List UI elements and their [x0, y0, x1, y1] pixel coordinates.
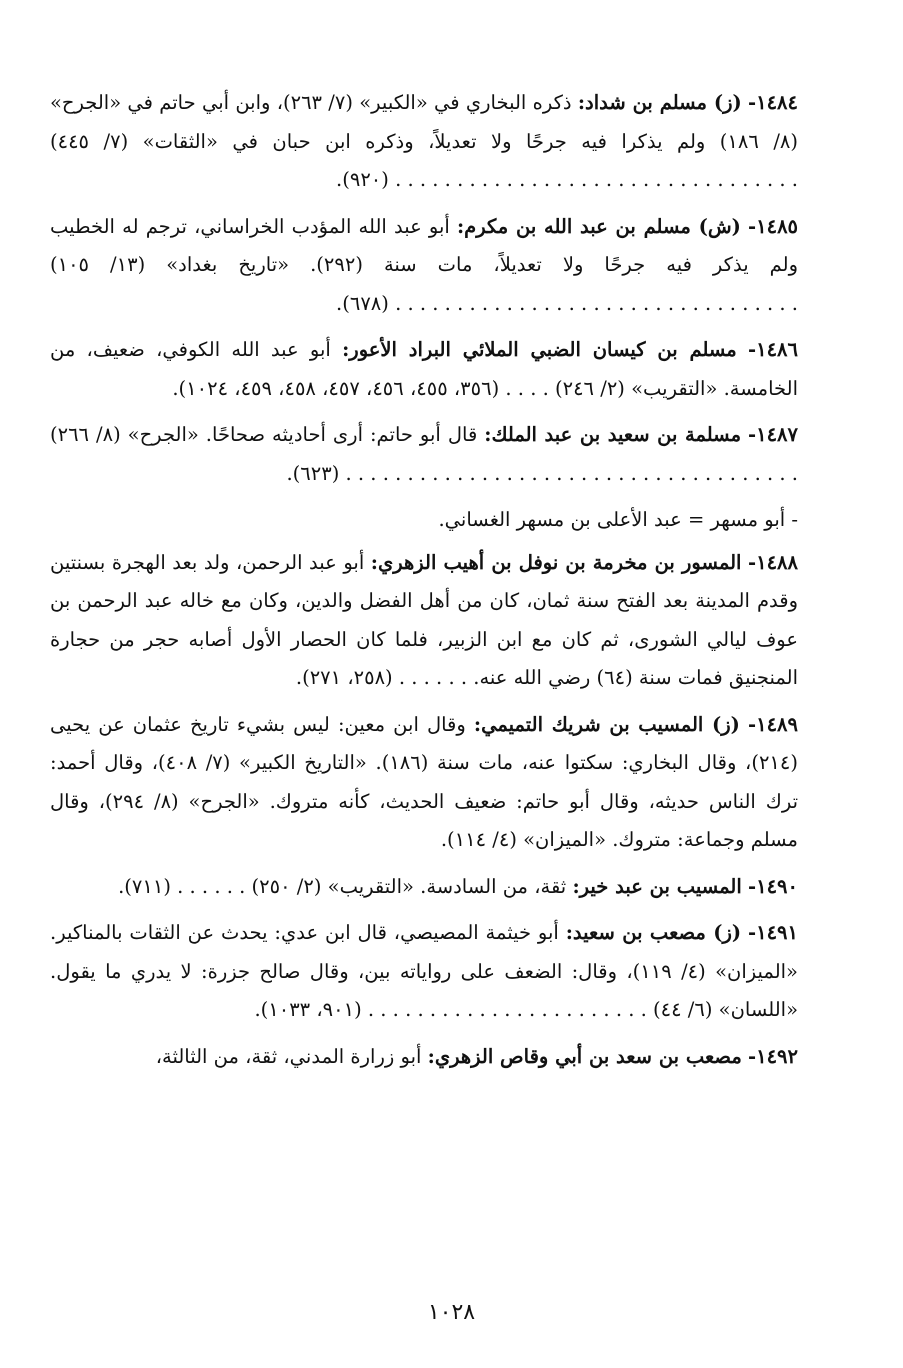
- entry-text: أبو زرارة المدني، ثقة، من الثالثة،: [155, 1044, 422, 1068]
- dot-leader: . . . . . . . . . . . . . . . . . . . . . . . . . . . . . . . . .: [395, 168, 798, 191]
- entry-number: ١٤٨٦-: [748, 338, 798, 361]
- dot-leader: . . . . . .: [177, 874, 246, 898]
- entry-1490: [50, 868, 798, 907]
- entry-number: ١٤٨٥-: [748, 214, 799, 238]
- entry-cross-ref: (٩٢٠).: [336, 168, 389, 191]
- entry-1492: [50, 1038, 798, 1077]
- dot-leader: . . . . . . . . . . . . . . . . . . . . . . . . . . . . . . . . . . . . .: [345, 461, 798, 485]
- entry-heading: (ز) المسيب بن شريك التميمي:: [473, 712, 740, 736]
- dot-leader: . . . . . . . . . . . . . . . . . . . . . . .: [367, 998, 647, 1021]
- cross-reference-note: [50, 501, 798, 540]
- entry-1486: [50, 331, 798, 408]
- dot-leader: . . . . . .: [398, 666, 468, 689]
- entry-cross-ref: (٩٠١، ١٠٣٣).: [254, 998, 362, 1021]
- dot-leader: . . . .: [505, 376, 549, 400]
- entry-cross-ref: (٢٥٨، ٢٧١).: [295, 666, 393, 689]
- page-number: ١٠٢٨: [427, 1300, 476, 1325]
- entry-text: وقال ابن معين: ليس بشيء تاريخ عثمان عن يحيى (٢١٤)، وقال البخاري: سكتوا عنه، مات سنة (١٨٦). «التاريخ الكبير» (٧/ ٤٠٨)، وقال أحمد: ترك الناس حديثه، وقال أبو حاتم: ضعيف الحديث، كأنه متروك. «الجرح» (٨/ ٢٩٤)، وقال مسلم وجماعة: متروك. «الميزان» (٤/ ١١٤).: [50, 712, 799, 851]
- entry-text: أبو عبد الرحمن، ولد بعد الهجرة بسنتين وقدم المدينة بعد الفتح سنة ثمان، كان من أهل الفضل والدين، وكان مع خاله عبد الرحمن بن عوف ليالي الشورى، ثم كان مع ابن الزبير، فلما كان الحصار الأول أصابه حجر من حجارة المنجنيق فمات سنة (٦٤) رضي الله عنه.: [50, 550, 798, 689]
- entry-heading: مسلم بن كيسان الضبي الملائي البراد الأعور:: [342, 338, 737, 361]
- entry-cross-ref: (٣٥٦، ٤٥٥، ٤٥٦، ٤٥٧، ٤٥٨، ٤٥٩، ١٠٢٤).: [172, 376, 500, 400]
- entry-cross-ref: (٦٧٨).: [336, 291, 389, 315]
- entry-heading: مصعب بن سعد بن أبي وقاص الزهري:: [427, 1044, 742, 1068]
- entry-text: أبو خيثمة المصيصي، قال ابن عدي: يحدث عن الثقات بالمناكير. «الميزان» (٤/ ١١٩)، وقال: الضعف على رواياته بين، وقال صالح جزرة: لا يدري ما يقول. «اللسان» (٦/ ٤٤): [50, 921, 798, 1021]
- entry-cross-ref: (٦٢٣).: [286, 461, 340, 485]
- entry-number: ١٤٩٢-: [748, 1044, 798, 1068]
- entry-number: ١٤٨٩-: [748, 712, 798, 736]
- entry-number: ١٤٨٤-: [748, 91, 799, 114]
- entry-heading: (ز) مصعب بن سعيد:: [565, 921, 742, 944]
- cross-reference-text: - أبو مسهر = عبد الأعلى بن مسهر الغساني.: [438, 508, 798, 531]
- entry-text: أبو عبد الله المؤدب الخراساني، ترجم له الخطيب ولم يذكر فيه جرحًا ولا تعديلاً، مات سنة (٢٩٢). «تاريخ بغداد» (١٣/ ١٠٥): [50, 214, 798, 276]
- entry-number: ١٤٨٧-: [748, 423, 798, 446]
- entry-heading: المسور بن مخرمة بن نوفل بن أهيب الزهري:: [370, 550, 742, 574]
- entry-1488: [50, 544, 798, 698]
- entry-text: أبو عبد الله الكوفي، ضعيف، من الخامسة. «التقريب» (٢/ ٢٤٦): [50, 338, 798, 400]
- entry-number: ١٤٨٨-: [748, 550, 798, 574]
- entry-text: ذكره البخاري في «الكبير» (٧/ ٢٦٣)، وابن أبي حاتم في «الجرح» (٨/ ١٨٦) ولم يذكرا فيه جرحًا ولا تعديلاً، وذكره ابن حبان في «الثقات» (٧/ ٤٤٥): [50, 91, 798, 153]
- entry-1484: [50, 84, 798, 200]
- entry-heading: (ز) مسلم بن شداد:: [577, 91, 742, 114]
- dot-leader: . . . . . . . . . . . . . . . . . . . . . . . . . . . . . . . . .: [395, 291, 798, 315]
- entry-1487: [50, 416, 798, 493]
- entry-heading: المسيب بن عبد خير:: [572, 874, 742, 898]
- entry-text: ثقة، من السادسة. «التقريب» (٢/ ٢٥٠): [251, 874, 567, 898]
- entry-number: ١٤٩١-: [748, 921, 799, 944]
- entry-heading: مسلمة بن سعيد بن عبد الملك:: [484, 423, 742, 446]
- entry-heading: (ش) مسلم بن عبد الله بن مكرم:: [456, 214, 741, 238]
- entry-cross-ref: (٧١١).: [118, 874, 171, 898]
- entry-1491: [50, 914, 798, 1030]
- entry-number: ١٤٩٠-: [748, 874, 798, 898]
- biographical-entries: [50, 84, 798, 1084]
- entry-1489: [50, 706, 798, 860]
- entry-text: قال أبو حاتم: أرى أحاديثه صحاحًا. «الجرح» (٨/ ٢٦٦): [50, 423, 478, 446]
- entry-1485: [50, 208, 798, 324]
